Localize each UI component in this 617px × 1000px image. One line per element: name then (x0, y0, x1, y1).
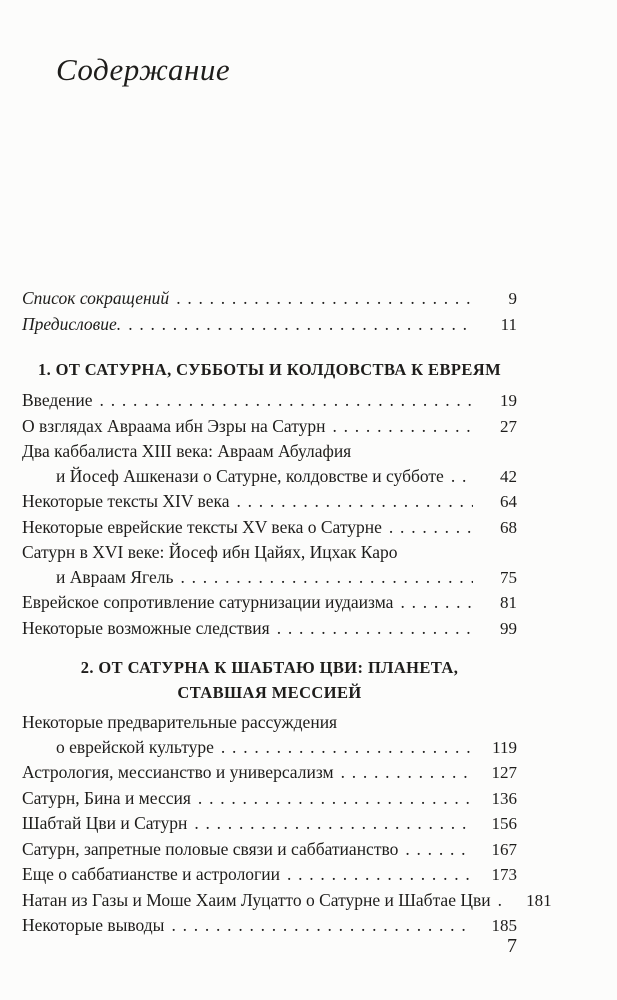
section-entries (22, 388, 517, 641)
toc-entry-page: 42 (500, 466, 517, 486)
dot-leader (451, 464, 473, 489)
toc-entry-label: Список сокращений (22, 288, 170, 308)
toc-entry-page: 127 (491, 763, 517, 782)
toc-entry (22, 616, 517, 642)
toc-entry-label: и Авраам Ягель (56, 566, 174, 587)
toc-entry (22, 439, 517, 464)
toc-entry-label: Некоторые выводы (22, 915, 165, 935)
dot-leader (236, 489, 473, 514)
dot-leader (221, 735, 473, 760)
toc-entry (22, 913, 517, 939)
toc-entry (22, 388, 517, 414)
dot-leader (405, 837, 473, 862)
page-title: Содержание (56, 52, 231, 87)
section-heading-line2: СТАВШАЯ МЕССИЕЙ (177, 683, 362, 702)
toc-entry-label: Некоторые возможные следствия (22, 617, 270, 638)
toc-entry-label: о еврейской культуре (56, 736, 214, 757)
toc-entry-label: Введение (22, 390, 93, 410)
toc-entry (22, 811, 517, 837)
dot-leader (287, 862, 473, 887)
dot-leader (180, 565, 473, 590)
dot-leader (128, 312, 473, 337)
toc-entry-page: 173 (491, 865, 517, 884)
toc-entry-label: Сатурн в XVI веке: Йосеф ибн Цайях, Ицхак Каро (22, 542, 398, 562)
toc-entry (22, 710, 517, 735)
toc-entry (22, 312, 517, 338)
toc-entry (22, 786, 517, 812)
toc-entry-label: и Йосеф Ашкенази о Сатурне, колдовстве и субботе (56, 465, 444, 486)
toc-entry-label: Натан из Газы и Моше Хаим Луцатто о Сатурне и Шабтае Цви (22, 889, 491, 910)
toc-entry-continuation (22, 464, 517, 490)
toc-entry (22, 515, 517, 541)
toc-entry-label: Сатурн, запретные половые связи и саббатианство (22, 838, 399, 859)
page-folio: 7 (507, 935, 517, 957)
toc-entry-label: Сатурн, Бина и мессия (22, 787, 191, 808)
toc-entry-label: Астрология, мессианство и универсализм (22, 762, 334, 782)
toc-entry-page: 181 (526, 890, 552, 910)
toc-entry (22, 286, 517, 312)
dot-leader (332, 414, 473, 439)
dot-leader (194, 811, 473, 836)
toc-entry-page: 68 (500, 517, 517, 537)
dot-leader (171, 913, 473, 938)
toc-entry-page: 19 (500, 391, 517, 410)
dot-leader (198, 786, 473, 811)
toc-entry (22, 862, 517, 888)
toc-entry-page: 9 (508, 289, 517, 308)
section-heading: 1. ОТ САТУРНА, СУББОТЫ И КОЛДОВСТВА К ЕВРЕЯМ (37, 360, 502, 379)
toc-entry-continuation (22, 565, 517, 591)
toc-entry (22, 590, 517, 616)
table-of-contents (22, 286, 552, 939)
toc-entry-page: 64 (500, 492, 517, 511)
toc-entry-page: 11 (500, 314, 517, 334)
dot-leader (400, 590, 473, 615)
dot-leader (277, 616, 473, 641)
section-heading (22, 655, 517, 705)
dot-leader (100, 388, 473, 413)
section-heading-line1: 2. ОТ САТУРНА К ШАБТАЮ ЦВИ: ПЛАНЕТА, (80, 658, 459, 677)
toc-entry-label: О взглядах Авраама ибн Эзры на Сатурн (22, 415, 326, 436)
toc-entry-page: 99 (500, 618, 517, 638)
toc-entry (22, 489, 517, 515)
dot-leader (389, 515, 473, 540)
toc-entry-page: 119 (492, 737, 517, 757)
toc-entry-page: 167 (491, 839, 517, 859)
toc-entry-label: Некоторые тексты XIV века (22, 491, 230, 511)
dot-leader (498, 888, 508, 913)
toc-entry-label: Еще о саббатианстве и астрологии (22, 864, 280, 884)
toc-entry-page: 81 (500, 593, 517, 612)
toc-entry-page: 185 (491, 916, 517, 935)
dot-leader (341, 760, 473, 785)
toc-entry (22, 837, 517, 863)
toc-entry-page: 136 (491, 788, 517, 808)
toc-entry-label: Еврейское сопротивление сатурнизации иудаизма (22, 592, 394, 612)
toc-entry-label: Некоторые еврейские тексты XV века о Сатурне (22, 516, 382, 537)
dot-leader (176, 286, 473, 311)
toc-entry (22, 760, 517, 786)
toc-entry-page: 75 (500, 567, 517, 587)
section-entries (22, 710, 552, 939)
toc-entry-label: Шабтай Цви и Сатурн (22, 813, 188, 833)
toc-entry-page: 27 (500, 416, 517, 436)
toc-entry (22, 888, 552, 914)
toc-entry-label: Предисловие. (22, 313, 122, 334)
toc-entry-label: Два каббалиста XIII века: Авраам Абулафия (22, 441, 352, 461)
toc-entry-continuation (22, 735, 517, 761)
toc-entry (22, 414, 517, 440)
toc-entry (22, 540, 517, 565)
toc-entry-page: 156 (491, 814, 517, 833)
toc-entry-label: Некоторые предварительные рассуждения (22, 712, 338, 732)
